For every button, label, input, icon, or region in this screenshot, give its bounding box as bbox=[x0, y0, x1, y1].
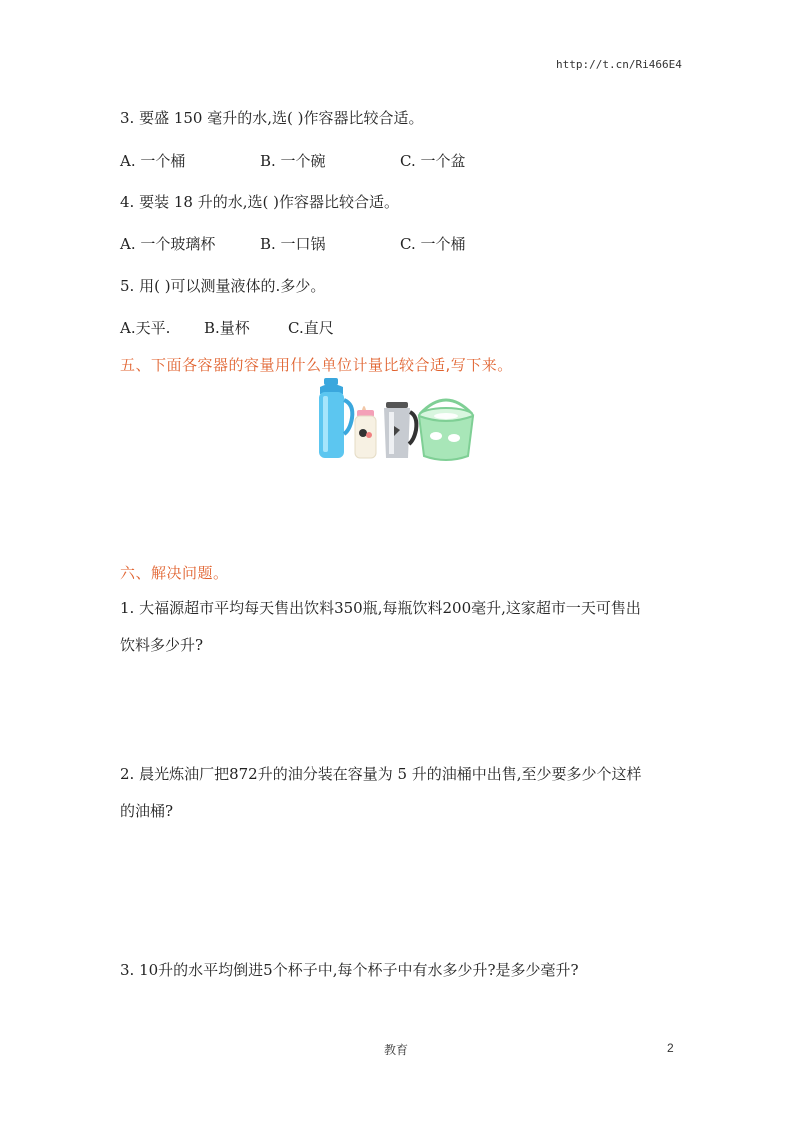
containers-illustration bbox=[312, 378, 482, 462]
q4-option-c: C. 一个桶 bbox=[400, 235, 466, 253]
q4-option-a: A. 一个玻璃杯 bbox=[120, 235, 216, 253]
q3-option-b: B. 一个碗 bbox=[260, 152, 326, 170]
page-number: 2 bbox=[667, 1041, 674, 1055]
baby-bottle-icon bbox=[355, 406, 376, 458]
problem-1-line-2: 饮料多少升? bbox=[120, 636, 204, 654]
question-4: 4. 要装 18 升的水,选( )作容器比较合适。 bbox=[120, 193, 399, 211]
vacuum-jug-icon bbox=[384, 402, 416, 458]
footer-text: 教育 bbox=[384, 1043, 409, 1057]
problem-2-line-2: 的油桶? bbox=[120, 802, 174, 820]
q3-option-a: A. 一个桶 bbox=[120, 152, 186, 170]
section-6-heading: 六、解决问题。 bbox=[120, 564, 229, 582]
q3-option-c: C. 一个盆 bbox=[400, 152, 466, 170]
q5-option-b: B.量杯 bbox=[204, 319, 250, 337]
q5-option-c: C.直尺 bbox=[288, 319, 334, 337]
header-url: http://t.cn/Ri466E4 bbox=[556, 58, 682, 71]
q5-option-a: A.天平. bbox=[120, 319, 171, 337]
bucket-icon bbox=[419, 400, 473, 460]
question-3: 3. 要盛 150 毫升的水,选( )作容器比较合适。 bbox=[120, 109, 424, 127]
problem-1-line-1: 1. 大福源超市平均每天售出饮料350瓶,每瓶饮料200毫升,这家超市一天可售出 bbox=[120, 599, 641, 617]
q4-option-b: B. 一口锅 bbox=[260, 235, 326, 253]
section-5-heading: 五、下面各容器的容量用什么单位计量比较合适,写下来。 bbox=[120, 356, 513, 374]
question-5: 5. 用( )可以测量液体的.多少。 bbox=[120, 277, 326, 295]
problem-2-line-1: 2. 晨光炼油厂把872升的油分装在容量为 5 升的油桶中出售,至少要多少个这样 bbox=[120, 765, 642, 783]
problem-3-line-1: 3. 10升的水平均倒进5个杯子中,每个杯子中有水多少升?是多少毫升? bbox=[120, 961, 579, 979]
thermos-icon bbox=[319, 378, 352, 458]
